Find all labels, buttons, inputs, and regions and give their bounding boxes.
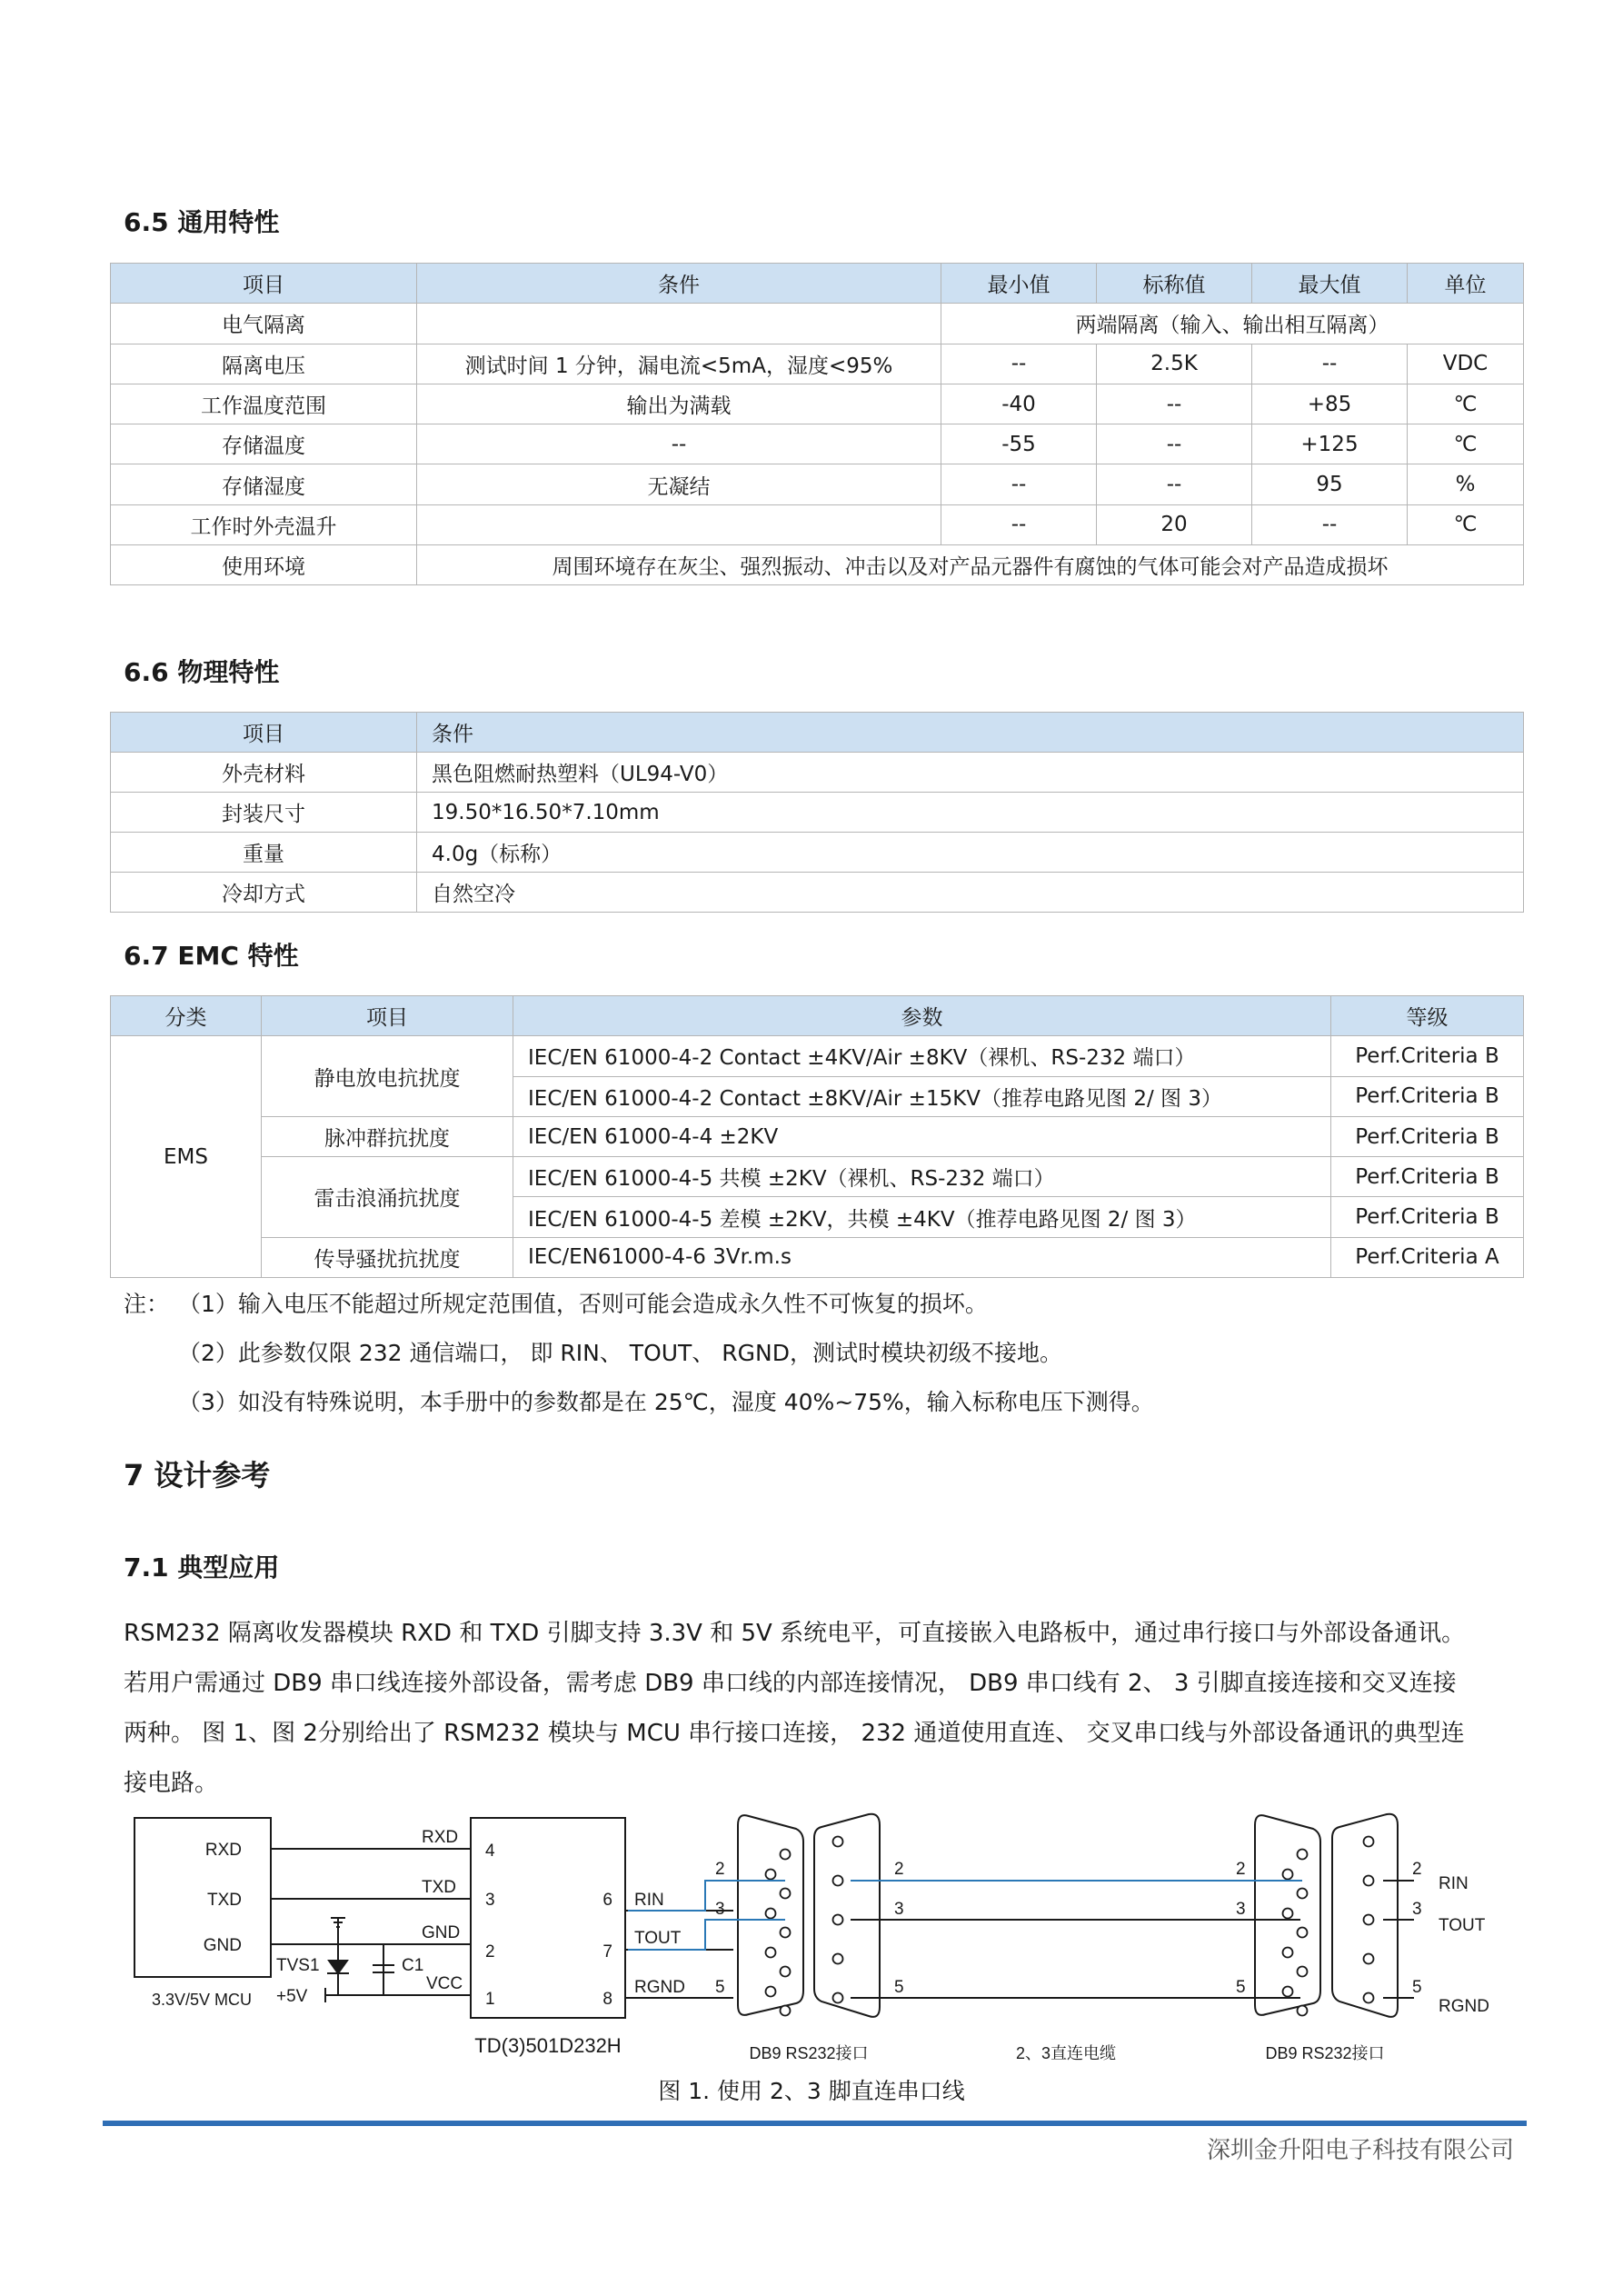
column-header: 分类 <box>111 996 262 1036</box>
db9-pin-socket <box>1283 1870 1293 1880</box>
table-row <box>111 464 1524 504</box>
min-cell: -- <box>941 464 1097 504</box>
table-row <box>111 504 1524 544</box>
module-pin-6: 6 <box>602 1891 612 1910</box>
param-cell: IEC/EN61000-4-6 3Vr.m.s <box>513 1237 1331 1277</box>
condition-cell <box>417 304 941 344</box>
db9-pin-socket <box>781 1928 791 1938</box>
column-header: 参数 <box>513 996 1331 1036</box>
db9-pin-socket <box>1364 1954 1374 1964</box>
row-item: 封装尺寸 <box>111 793 417 833</box>
row-item: 存储温度 <box>111 424 417 464</box>
db9-pin-socket <box>1298 1850 1308 1860</box>
db9-pin-socket <box>1298 1928 1308 1938</box>
cap-label: C1 <box>402 1956 424 1975</box>
paragraph-line: 两种。 图 1、图 2分别给出了 RSM232 模块与 MCU 串行接口连接， 232 通道使用直连、 交叉串口线与外部设备通讯的典型连 <box>124 1720 1465 1747</box>
param-cell: IEC/EN 61000-4-5 共模 ±2KV（裸机、RS-232 端口） <box>513 1157 1331 1197</box>
unit-cell: % <box>1408 464 1524 504</box>
db9-connector-2 <box>814 1814 880 2017</box>
db9-pin-socket <box>766 1870 776 1880</box>
mcu-pin-rxd: RXD <box>204 1841 242 1860</box>
physical-characteristics-table <box>110 712 1524 913</box>
cond-cell <box>417 504 941 544</box>
db9-pin-socket <box>1364 1876 1374 1886</box>
column-header: 标称值 <box>1097 264 1252 304</box>
row-item: 存储湿度 <box>111 464 417 504</box>
db9-pin-socket <box>833 1915 843 1925</box>
end-label-rin: RIN <box>1439 1874 1469 1893</box>
table-row <box>111 1237 1524 1277</box>
row-item: 工作时外壳温升 <box>111 504 417 544</box>
max-cell: +125 <box>1252 424 1408 464</box>
db9-pin-socket <box>781 1850 791 1860</box>
column-header: 等级 <box>1331 996 1524 1036</box>
table-row <box>111 344 1524 384</box>
emc-item-cell: 脉冲群抗扰度 <box>262 1116 513 1156</box>
nom-cell: -- <box>1097 424 1252 464</box>
cond-cell: 输出为满载 <box>417 384 941 424</box>
module-pin-8: 8 <box>602 1990 612 2009</box>
paragraph-line: 若用户需通过 DB9 串口线连接外部设备，需考虑 DB9 串口线的内部连接情况， DB9 串口线有 2、 3 引脚直接连接和交叉连接 <box>124 1670 1457 1697</box>
net-rin: RIN <box>634 1891 664 1910</box>
note-2: （2）此参数仅限 232 通信端口， 即 RIN、 TOUT、 RGND，测试时模块初级不接地。 <box>178 1340 1062 1366</box>
table-header-row <box>111 713 1524 753</box>
cond-cell: 测试时间 1 分钟，漏电流<5mA，湿度<95% <box>417 344 941 384</box>
mcu-label: 3.3V/5V MCU <box>151 1991 253 2009</box>
module-pin-7: 7 <box>602 1942 612 1962</box>
column-header: 项目 <box>111 264 417 304</box>
end-label-rgnd: RGND <box>1439 1997 1489 2016</box>
tvs-label: TVS1 <box>276 1956 320 1975</box>
module-name: TD(3)501D232H <box>474 2034 622 2057</box>
net-txd: TXD <box>422 1878 456 1897</box>
nom-cell: -- <box>1097 384 1252 424</box>
db9-pin-socket <box>1298 1967 1308 1977</box>
nom-cell: 2.5K <box>1097 344 1252 384</box>
db9-pin-socket <box>766 1909 776 1919</box>
emc-item-cell: 传导骚扰抗扰度 <box>262 1237 513 1277</box>
table-row <box>111 753 1524 793</box>
pin-num: 3 <box>894 1900 904 1919</box>
unit-cell: ℃ <box>1408 384 1524 424</box>
section-6-5-title: 6.5 通用特性 <box>124 207 280 237</box>
table-row <box>111 873 1524 913</box>
module-pin-4: 4 <box>485 1842 495 1861</box>
column-header: 条件 <box>417 264 941 304</box>
max-cell: +85 <box>1252 384 1408 424</box>
merged-cell: 两端隔离（输入、输出相互隔离） <box>941 304 1524 344</box>
pin-num: 3 <box>1236 1900 1246 1919</box>
module-pin-2: 2 <box>485 1942 495 1962</box>
net-rxd: RXD <box>422 1828 459 1847</box>
typical-application-schematic <box>124 1809 1514 2072</box>
net-vcc: VCC <box>426 1974 463 1993</box>
net-tout: TOUT <box>634 1929 682 1948</box>
notes-prefix: 注： <box>124 1291 170 1317</box>
condition-cell: 黑色阻燃耐热塑料（UL94-V0） <box>417 753 1524 793</box>
table-row <box>111 424 1524 464</box>
table-row <box>111 304 1524 344</box>
max-cell: -- <box>1252 344 1408 384</box>
note-1: （1）输入电压不能超过所规定范围值，否则可能会造成永久性不可恢复的损坏。 <box>178 1291 988 1317</box>
row-item: 隔离电压 <box>111 344 417 384</box>
pin-num: 2 <box>894 1860 904 1879</box>
row-item: 重量 <box>111 833 417 873</box>
db9-pin-socket <box>833 1876 843 1886</box>
db9-pin-socket <box>833 1954 843 1964</box>
db9-pin-socket <box>1364 1837 1374 1847</box>
table-row <box>111 1116 1524 1156</box>
param-cell: IEC/EN 61000-4-4 ±2KV <box>513 1116 1331 1156</box>
pin-num: 5 <box>715 1978 725 1997</box>
grade-cell: Perf.Criteria A <box>1331 1237 1524 1277</box>
column-header: 项目 <box>111 713 417 753</box>
pin-num: 3 <box>715 1900 725 1919</box>
table-header-row <box>111 264 1524 304</box>
table-row <box>111 384 1524 424</box>
pin-num: 2 <box>715 1860 725 1879</box>
db9-label-right: DB9 RS232接口 <box>1265 2044 1385 2062</box>
max-cell: -- <box>1252 504 1408 544</box>
general-characteristics-table <box>110 263 1524 585</box>
unit-cell: VDC <box>1408 344 1524 384</box>
column-header: 条件 <box>417 713 1524 753</box>
table-row <box>111 793 1524 833</box>
grade-cell: Perf.Criteria B <box>1331 1036 1524 1076</box>
db9-label-left: DB9 RS232接口 <box>749 2044 869 2062</box>
param-cell: IEC/EN 61000-4-2 Contact ±4KV/Air ±8KV（裸机、RS-232 端口） <box>513 1036 1331 1076</box>
db9-pin-socket <box>781 1967 791 1977</box>
tvs-diode-icon <box>329 1961 347 1973</box>
min-cell: -- <box>941 344 1097 384</box>
row-item: 使用环境 <box>111 545 417 585</box>
emc-item-cell: 静电放电抗扰度 <box>262 1036 513 1117</box>
footer-company: 深圳金升阳电子科技有限公司 <box>1206 2137 1514 2164</box>
emc-item-cell: 雷击浪涌抗扰度 <box>262 1157 513 1238</box>
module-pin-3: 3 <box>485 1891 495 1910</box>
db9-pin-socket <box>1298 1889 1308 1899</box>
unit-cell: ℃ <box>1408 424 1524 464</box>
table-row <box>111 833 1524 873</box>
net-gnd: GND <box>422 1923 461 1942</box>
pin-num: 2 <box>1236 1860 1246 1879</box>
db9-pin-socket <box>1364 1915 1374 1925</box>
note-3: （3）如没有特殊说明，本手册中的参数都是在 25℃，湿度 40%~75%，输入标称电压下测得。 <box>178 1389 1154 1415</box>
max-cell: 95 <box>1252 464 1408 504</box>
merged-cell: 周围环境存在灰尘、强烈振动、冲击以及对产品元器件有腐蚀的气体可能会对产品造成损坏 <box>417 545 1524 585</box>
mcu-pin-gnd: GND <box>203 1936 242 1955</box>
min-cell: -- <box>941 504 1097 544</box>
grade-cell: Perf.Criteria B <box>1331 1157 1524 1197</box>
min-cell: -40 <box>941 384 1097 424</box>
db9-pin-socket <box>1364 1993 1374 2003</box>
section-7-title: 7 设计参考 <box>124 1458 271 1492</box>
footer-divider <box>103 2121 1527 2126</box>
section-6-7-title: 6.7 EMC 特性 <box>124 941 299 971</box>
db9-pin-socket <box>766 1987 776 1997</box>
table-row <box>111 545 1524 585</box>
db9-pin-socket <box>1283 1909 1293 1919</box>
module-pin-1: 1 <box>485 1990 495 2009</box>
column-header: 项目 <box>262 996 513 1036</box>
unit-cell: ℃ <box>1408 504 1524 544</box>
category-cell: EMS <box>111 1036 262 1278</box>
grade-cell: Perf.Criteria B <box>1331 1076 1524 1116</box>
nom-cell: 20 <box>1097 504 1252 544</box>
pin-num: 5 <box>894 1978 904 1997</box>
db9-pin-socket <box>1283 1987 1293 1997</box>
cond-cell: -- <box>417 424 941 464</box>
param-cell: IEC/EN 61000-4-2 Contact ±8KV/Air ±15KV（推荐电路见图 2/ 图 3） <box>513 1076 1331 1116</box>
table-row <box>111 1036 1524 1076</box>
column-header: 最小值 <box>941 264 1097 304</box>
min-cell: -55 <box>941 424 1097 464</box>
condition-cell: 19.50*16.50*7.10mm <box>417 793 1524 833</box>
mcu-pin-txd: TXD <box>207 1891 242 1910</box>
condition-cell: 4.0g（标称） <box>417 833 1524 873</box>
pin-num: 3 <box>1412 1900 1422 1919</box>
column-header: 单位 <box>1408 264 1524 304</box>
pin-num: 2 <box>1412 1860 1422 1879</box>
param-cell: IEC/EN 61000-4-5 差模 ±2KV，共模 ±4KV（推荐电路见图 2/ 图 3） <box>513 1197 1331 1237</box>
db9-pin-socket <box>1283 1948 1293 1958</box>
paragraph-line: RSM232 隔离收发器模块 RXD 和 TXD 引脚支持 3.3V 和 5V 系统电平，可直接嵌入电路板中，通过串行接口与外部设备通讯。 <box>124 1620 1466 1647</box>
row-item: 冷却方式 <box>111 873 417 913</box>
db9-pin-socket <box>833 1993 843 2003</box>
column-header: 最大值 <box>1252 264 1408 304</box>
pin-num: 5 <box>1412 1978 1422 1997</box>
db9-pin-socket <box>781 2006 791 2016</box>
end-label-tout: TOUT <box>1439 1916 1486 1935</box>
nom-cell: -- <box>1097 464 1252 504</box>
db9-pin-socket <box>1298 2006 1308 2016</box>
emc-characteristics-table <box>110 995 1524 1278</box>
net-rgnd: RGND <box>634 1978 685 1997</box>
paragraph-line: 接电路。 <box>124 1770 219 1797</box>
cond-cell: 无凝结 <box>417 464 941 504</box>
db9-pin-socket <box>833 1837 843 1847</box>
section-7-1-title: 7.1 典型应用 <box>124 1552 280 1582</box>
section-6-6-title: 6.6 物理特性 <box>124 657 280 687</box>
table-header-row <box>111 996 1524 1036</box>
row-item: 外壳材料 <box>111 753 417 793</box>
row-item: 工作温度范围 <box>111 384 417 424</box>
cable-label: 2、3直连电缆 <box>1015 2044 1117 2062</box>
grade-cell: Perf.Criteria B <box>1331 1116 1524 1156</box>
condition-cell: 自然空冷 <box>417 873 1524 913</box>
figure-caption: 图 1. 使用 2、3 脚直连串口线 <box>658 2078 965 2104</box>
supply-label: +5V <box>276 1987 308 2006</box>
db9-pin-socket <box>766 1948 776 1958</box>
grade-cell: Perf.Criteria B <box>1331 1197 1524 1237</box>
pin-num: 5 <box>1236 1978 1246 1997</box>
db9-pin-socket <box>781 1889 791 1899</box>
table-row <box>111 1157 1524 1197</box>
row-item: 电气隔离 <box>111 304 417 344</box>
